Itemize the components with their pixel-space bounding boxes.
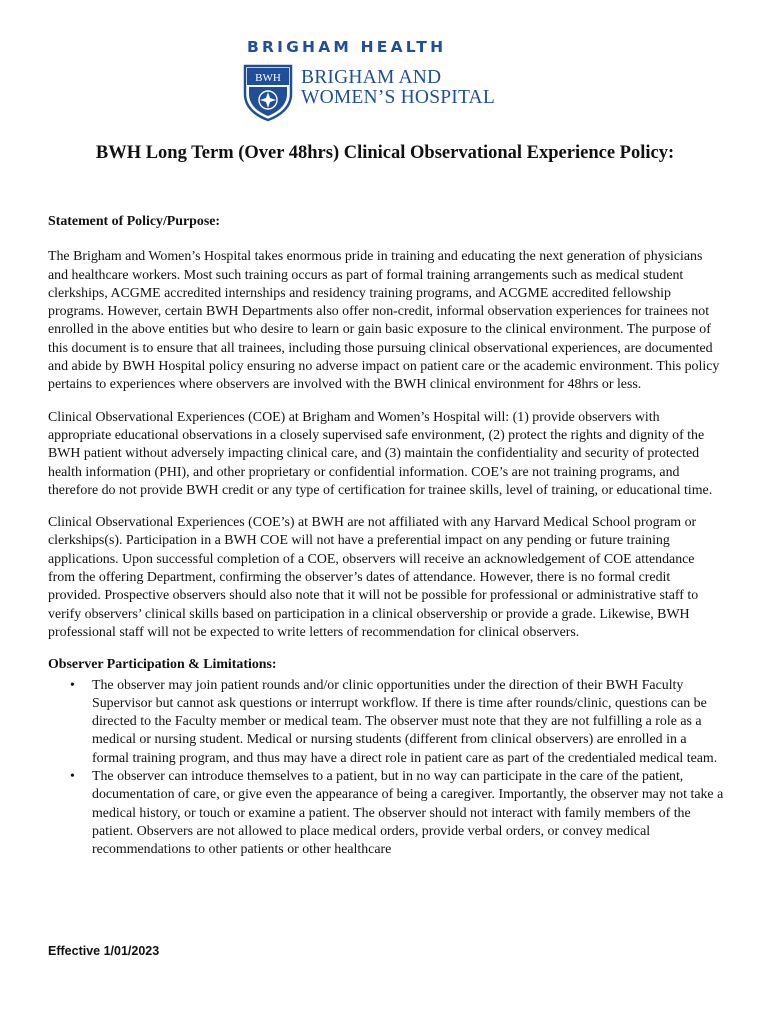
participation-list xyxy=(48,677,724,860)
brand-logo-row xyxy=(243,64,495,122)
document-body xyxy=(48,213,724,860)
bullet-icon: • xyxy=(70,769,75,785)
paragraph: Clinical Observational Experiences (COE) at Brigham and Women’s Hospital will: (1) provide observers with appropriate educational observations in a closely supervised safe environment, (2) protect the rights and dignity of the BWH patient without adversely impacting clinical care, and (3) maintain the confidentiality and security of protected health information (PHI), and other proprietary or confidential information. COE’s are not training programs, and therefore do not provide BWH credit or any type of certification for trainee skills, level of training, or educational time. xyxy=(48,409,713,498)
section-heading-participation: Observer Participation & Limitations: xyxy=(48,657,277,673)
paragraph: The Brigham and Women’s Hospital takes enormous pride in training and educating the next generation of physicians and healthcare workers. Most such training occurs as part of formal training arrangements such as medical student clerkships, ACGME accredited internships and residency training programs, and ACGME accredited fellowship programs. However, certain BWH Departments also offer non-credit, informal observation experiences for trainees not enrolled in the above entities but who desire to learn or gain basic exposure to the clinical environment. The purpose of this document is to ensure that all trainees, including those pursuing clinical observational experiences, are documented and abide by BWH Hospital policy ensuring no adverse impact on patient care or the academic environment. This policy pertains to experiences where observers are involved with the BWH clinical environment for 48hrs or less. xyxy=(48,249,720,393)
document-title: BWH Long Term (Over 48hrs) Clinical Observational Experience Policy: xyxy=(95,143,675,163)
list-item xyxy=(48,768,724,859)
brand-name-line2: WOMEN’S HOSPITAL xyxy=(301,87,495,108)
effective-date-footer: Effective 1/01/2023 xyxy=(48,944,160,958)
brand-top-text: BRIGHAM HEALTH xyxy=(247,38,447,56)
bullet-icon: • xyxy=(70,677,75,693)
list-item xyxy=(48,677,724,768)
brand-name-line1: BRIGHAM AND xyxy=(301,67,442,88)
shield-logo-abbr: BWH xyxy=(255,72,281,84)
brand-name xyxy=(301,68,495,108)
list-item-text: The observer may join patient rounds and/or clinic opportunities under the direction of their BWH Faculty Supervisor but cannot ask questions or interrupt workflow. If there is time after rounds/clinic, questions can be directed to the Faculty member or medical team. The observer must note that they are not fulfilling a role as a medical or nursing student. Medical or nursing students (different from clinical observers) are enrolled in a formal training program, and thus may have a direct role in patient care as part of the credentialed medical team. xyxy=(92,677,718,766)
paragraph: Clinical Observational Experiences (COE’s) at BWH are not affiliated with any Harvard Medical School program or clerkships(s). Participation in a BWH COE will not have a preferential impact on any pending or future training applications. Upon successful completion of a COE, observers will receive an acknowledgement of COE attendance from the offering Department, confirming the observer’s dates of attendance. However, there is no formal credit provided. Prospective observers should also note that it will not be possible for professional or administrative staff to verify observers’ clinical skills based on participation in a clinical observership or provide a grade. Likewise, BWH professional staff will not be expected to write letters of recommendation for clinical observers. xyxy=(48,515,699,640)
shield-logo-icon xyxy=(243,64,293,122)
brand-header xyxy=(247,38,547,108)
section-heading-policy: Statement of Policy/Purpose: xyxy=(48,214,221,229)
list-item-text: The observer can introduce themselves to a patient, but in no way can participate in the care of the patient, documentation of care, or give even the appearance of being a caregiver. Importantly, the observer may not take a medical history, or touch or examine a patient. The observer should not interact with family members of the patient. Observers are not allowed to place medical orders, provide verbal orders, or convey medical recommendations to other patients or other healthcare xyxy=(92,769,724,858)
